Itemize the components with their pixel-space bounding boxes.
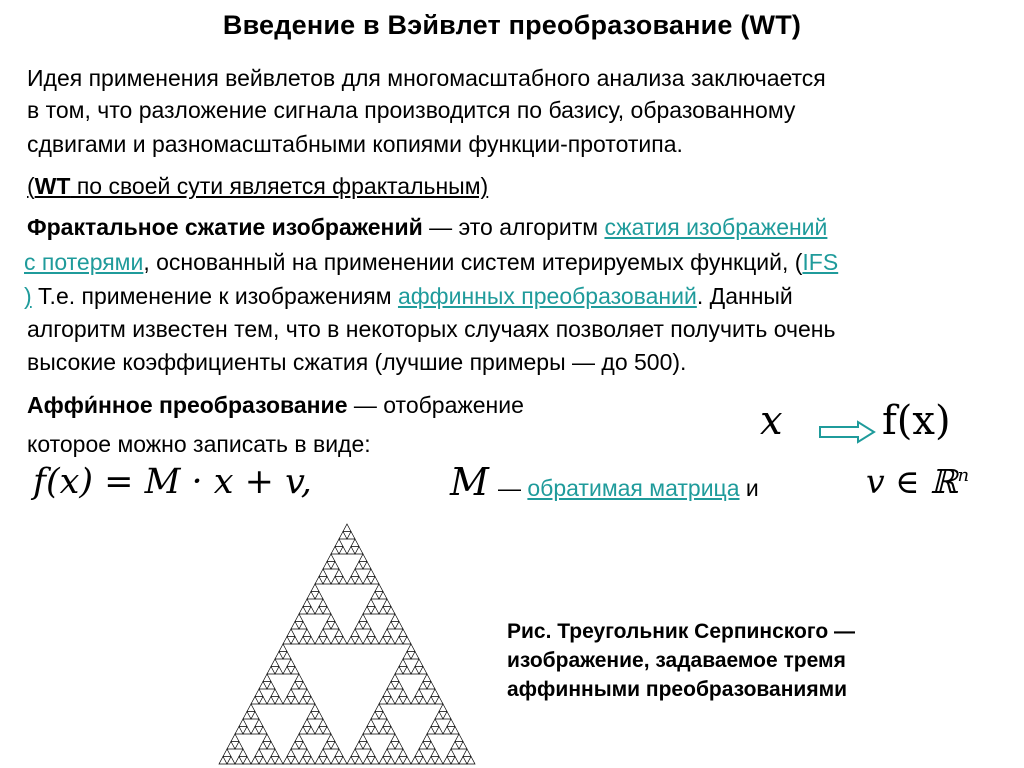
fractal-line-3 — [24, 280, 793, 312]
link-lossy-compression[interactable]: сжатия изображений — [604, 214, 828, 240]
slide-title: Введение в Вэйвлет преобразование (WT) — [222, 10, 802, 40]
fractal-line-1 — [27, 211, 827, 243]
note-wt: WT — [34, 173, 71, 199]
vector-in-rn: v ∈ ℝ$^n$ — [866, 462, 970, 501]
affine-line-2: которое можно записать в виде: — [27, 431, 371, 457]
note-open: ( — [27, 173, 35, 199]
link-invertible-matrix[interactable]: обратимая матрица — [527, 475, 740, 501]
fractal-after-link: , основанный на применении систем итерируемых функций, ( — [143, 249, 803, 275]
caption-line-1: Рис. Треугольник Серпинского — — [507, 620, 855, 643]
note-rest: по своей сути является фрактальным) — [70, 173, 489, 199]
caption-line-2: изображение, задаваемое тремя — [507, 649, 846, 672]
matrix-dash: — — [498, 475, 528, 501]
fractal-dash: — это алгоритм — [422, 214, 605, 240]
fractal-line-5: высокие коэффициенты сжатия (лучшие примеры — до 500). — [27, 349, 687, 375]
link-lossy-compression-cont[interactable]: с потерями — [24, 249, 144, 275]
matrix-and: и — [739, 475, 759, 501]
intro-line-2: в том, что разложение сигнала производится по базису, образованному — [27, 97, 796, 123]
mapping-target-fx: f(x) — [882, 398, 951, 444]
link-ifs-close[interactable]: ) — [24, 283, 32, 309]
mapping-arrow-icon — [818, 420, 876, 444]
vector-dim-sup: n — [957, 465, 970, 486]
link-ifs[interactable]: IFS — [802, 249, 839, 275]
affine-rest: — отображение — [347, 392, 524, 418]
matrix-symbol: M — [450, 460, 489, 504]
link-affine-transform[interactable]: аффинных преобразований — [397, 283, 697, 309]
fractal-line-2 — [24, 246, 838, 278]
fractal-after-link3: . Данный — [696, 283, 793, 309]
wt-fractal-note — [27, 170, 488, 202]
fractal-line-4: алгоритм известен тем, что в некоторых случаях позволяет получить очень — [27, 316, 836, 342]
intro-line-3: сдвигами и разномасштабными копиями функции-прототипа. — [27, 131, 683, 157]
caption-line-3: аффинными преобразованиями — [507, 678, 848, 701]
matrix-desc — [498, 472, 759, 504]
fractal-mid: Т.е. применение к изображениям — [31, 283, 398, 309]
intro-line-1: Идея применения вейвлетов для многомасштабного анализа заключается — [27, 65, 826, 91]
sierpinski-triangle-image — [216, 522, 478, 766]
figure-caption — [507, 617, 855, 704]
affine-term: Аффи́нное преобразование — [27, 392, 348, 418]
sierpinski-subtriangles — [219, 524, 475, 764]
affine-formula: f(x) = M · x + v, — [33, 462, 312, 502]
mapping-source-x: x — [760, 398, 783, 444]
affine-line-1 — [27, 389, 524, 421]
fractal-term: Фрактальное сжатие изображений — [27, 214, 423, 240]
